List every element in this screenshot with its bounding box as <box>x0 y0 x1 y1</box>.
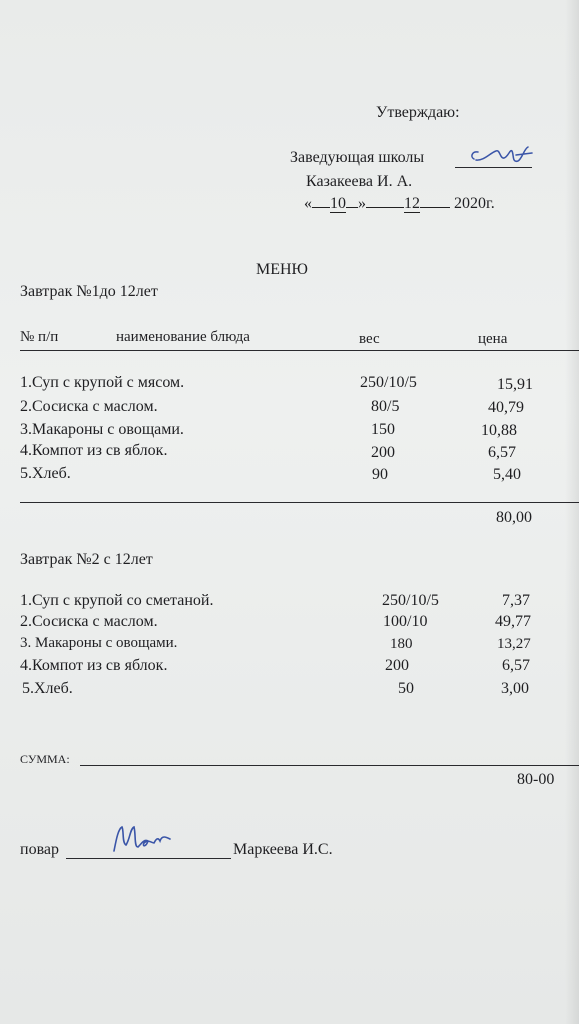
date-open-quote: « <box>304 195 312 212</box>
list-item-name: 2.Сосиска с маслом. <box>20 613 158 630</box>
list-item-price: 13,27 <box>497 636 531 652</box>
section1-title: Завтрак №1до 12лет <box>20 283 158 300</box>
date-close-quote: » <box>358 195 366 212</box>
column-header-price: цена <box>478 331 508 347</box>
section1-total-divider <box>20 502 579 503</box>
cook-label: повар <box>20 841 60 858</box>
list-item-price: 6,57 <box>502 657 530 674</box>
list-item-price: 10,88 <box>481 422 517 439</box>
sum-value: 80-00 <box>517 771 555 788</box>
column-header-name: наименование блюда <box>116 329 250 345</box>
list-item-weight: 90 <box>372 466 388 483</box>
header-divider <box>20 350 579 351</box>
list-item-name: 5.Хлеб. <box>22 680 73 697</box>
page-edge-shadow <box>565 0 579 1024</box>
list-item-weight: 250/10/5 <box>382 592 439 609</box>
column-header-num: № п/п <box>20 329 59 345</box>
list-item-weight: 50 <box>398 680 414 697</box>
page-title: МЕНЮ <box>256 261 308 278</box>
list-item-weight: 200 <box>371 444 395 461</box>
cook-signature-icon <box>108 821 174 857</box>
director-signature-icon <box>466 143 538 169</box>
position-label: Заведующая школы <box>290 149 425 166</box>
list-item-price: 40,79 <box>488 399 524 416</box>
list-item-price: 7,37 <box>502 592 530 609</box>
date-day: 10 <box>330 195 346 212</box>
section1-total: 80,00 <box>496 509 532 526</box>
list-item-name: 4.Компот из св яблок. <box>20 657 168 674</box>
list-item-weight: 250/10/5 <box>360 374 417 391</box>
list-item-name: 1.Суп с крупой со сметаной. <box>20 592 214 609</box>
list-item-name: 3. Макароны с овощами. <box>20 635 178 651</box>
column-header-weight: вес <box>359 331 380 347</box>
list-item-weight: 200 <box>385 657 409 674</box>
sum-label: СУММА: <box>20 752 70 766</box>
list-item-name: 4.Компот из св яблок. <box>20 442 168 459</box>
approve-label: Утверждаю: <box>376 104 460 121</box>
list-item-name: 5.Хлеб. <box>20 465 71 482</box>
section2-title: Завтрак №2 с 12лет <box>20 551 153 568</box>
sum-line <box>80 765 579 766</box>
list-item-price: 3,00 <box>501 680 529 697</box>
list-item-weight: 80/5 <box>371 398 400 415</box>
director-name: Казакеева И. А. <box>306 173 413 190</box>
list-item-name: 2.Сосиска с маслом. <box>20 398 158 415</box>
approval-date <box>304 195 495 213</box>
list-item-price: 6,57 <box>488 444 516 461</box>
list-item-weight: 100/10 <box>383 613 428 630</box>
list-item-price: 5,40 <box>493 466 521 483</box>
cook-name: Маркеева И.С. <box>233 841 333 858</box>
list-item-price: 15,91 <box>497 376 533 393</box>
cook-signature-line <box>66 858 231 859</box>
list-item-name: 3.Макароны с овощами. <box>20 421 184 438</box>
list-item-name: 1.Суп с крупой с мясом. <box>20 374 185 391</box>
list-item-price: 49,77 <box>495 613 531 630</box>
list-item-weight: 150 <box>371 421 395 438</box>
date-month: 12 <box>404 195 420 212</box>
date-year: 2020г. <box>454 195 495 212</box>
list-item-weight: 180 <box>390 636 413 652</box>
